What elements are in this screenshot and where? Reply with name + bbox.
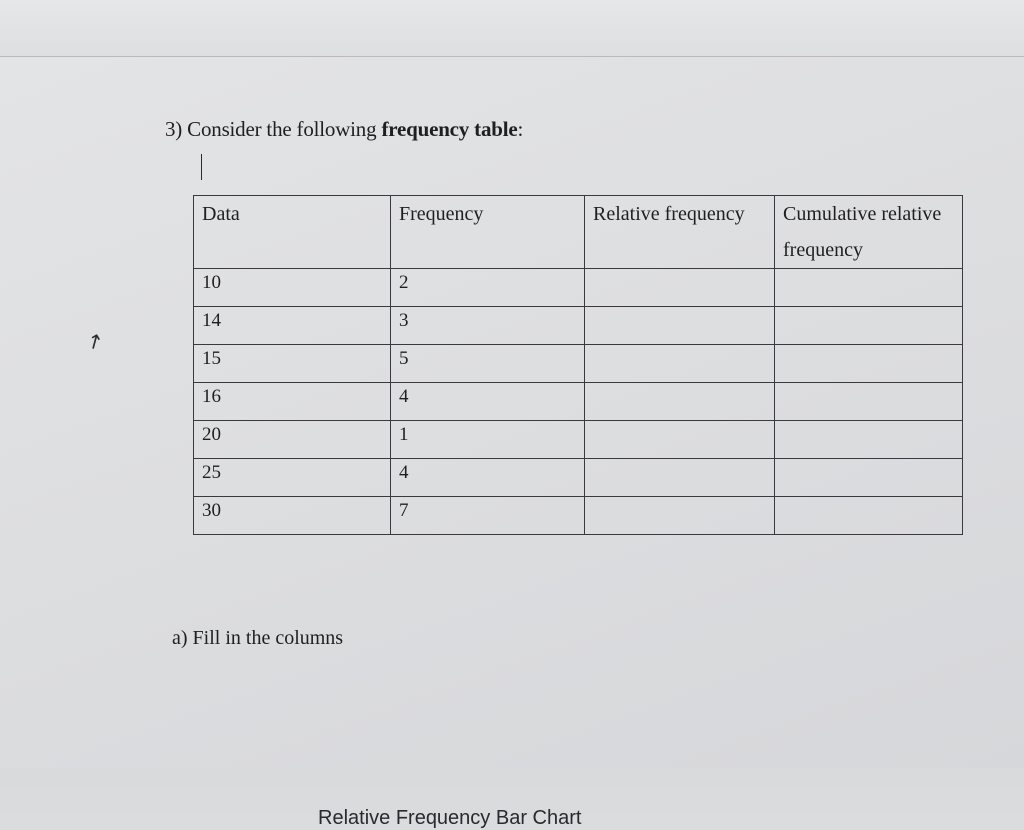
cell-frequency: 4	[391, 459, 585, 497]
cell-data: 30	[194, 497, 391, 535]
cell-frequency: 7	[391, 497, 585, 535]
cell-data: 14	[194, 307, 391, 345]
frequency-table	[193, 195, 963, 535]
cell-cumulative-frequency[interactable]	[775, 269, 963, 307]
cell-data: 20	[194, 421, 391, 459]
question-number: 3)	[165, 117, 183, 141]
cell-relative-frequency[interactable]	[585, 307, 775, 345]
cell-relative-frequency[interactable]	[585, 383, 775, 421]
cell-relative-frequency[interactable]	[585, 345, 775, 383]
question-heading	[165, 117, 523, 142]
table-row	[194, 307, 963, 345]
part-a-instruction: a) Fill in the columns	[172, 627, 344, 649]
screen-top-band	[0, 0, 1024, 57]
cell-data: 25	[194, 459, 391, 497]
cell-data: 10	[194, 269, 391, 307]
cell-cumulative-frequency[interactable]	[775, 383, 963, 421]
header-relative-frequency: Relative frequency	[585, 196, 775, 269]
cell-cumulative-frequency[interactable]	[775, 497, 963, 535]
cell-cumulative-frequency[interactable]	[775, 421, 963, 459]
header-cumulative-relative-frequency: Cumulative relative frequency	[775, 196, 963, 269]
question-emphasis: frequency table	[381, 117, 518, 141]
cell-relative-frequency[interactable]	[585, 459, 775, 497]
table-row	[194, 497, 963, 535]
cell-data: 16	[194, 383, 391, 421]
cell-frequency: 5	[391, 345, 585, 383]
table-header-row	[194, 196, 963, 269]
header-frequency: Frequency	[391, 196, 585, 269]
table-row	[194, 269, 963, 307]
header-data: Data	[194, 196, 391, 269]
cell-frequency: 3	[391, 307, 585, 345]
cell-relative-frequency[interactable]	[585, 497, 775, 535]
cell-data: 15	[194, 345, 391, 383]
table-row	[194, 459, 963, 497]
table-row	[194, 345, 963, 383]
cell-relative-frequency[interactable]	[585, 269, 775, 307]
question-colon: :	[517, 117, 524, 141]
cell-cumulative-frequency[interactable]	[775, 459, 963, 497]
table-row	[194, 421, 963, 459]
cell-frequency: 4	[391, 383, 585, 421]
table-row	[194, 383, 963, 421]
cell-cumulative-frequency[interactable]	[775, 345, 963, 383]
document-page	[0, 57, 1024, 829]
cell-frequency: 2	[391, 269, 585, 307]
cell-cumulative-frequency[interactable]	[775, 307, 963, 345]
cell-frequency: 1	[391, 421, 585, 459]
next-section-heading: Relative Frequency Bar Chart	[318, 807, 582, 829]
cell-relative-frequency[interactable]	[585, 421, 775, 459]
text-cursor	[201, 154, 202, 180]
mouse-pointer-icon: ↗	[81, 326, 108, 356]
question-text: Consider the following	[187, 117, 377, 141]
